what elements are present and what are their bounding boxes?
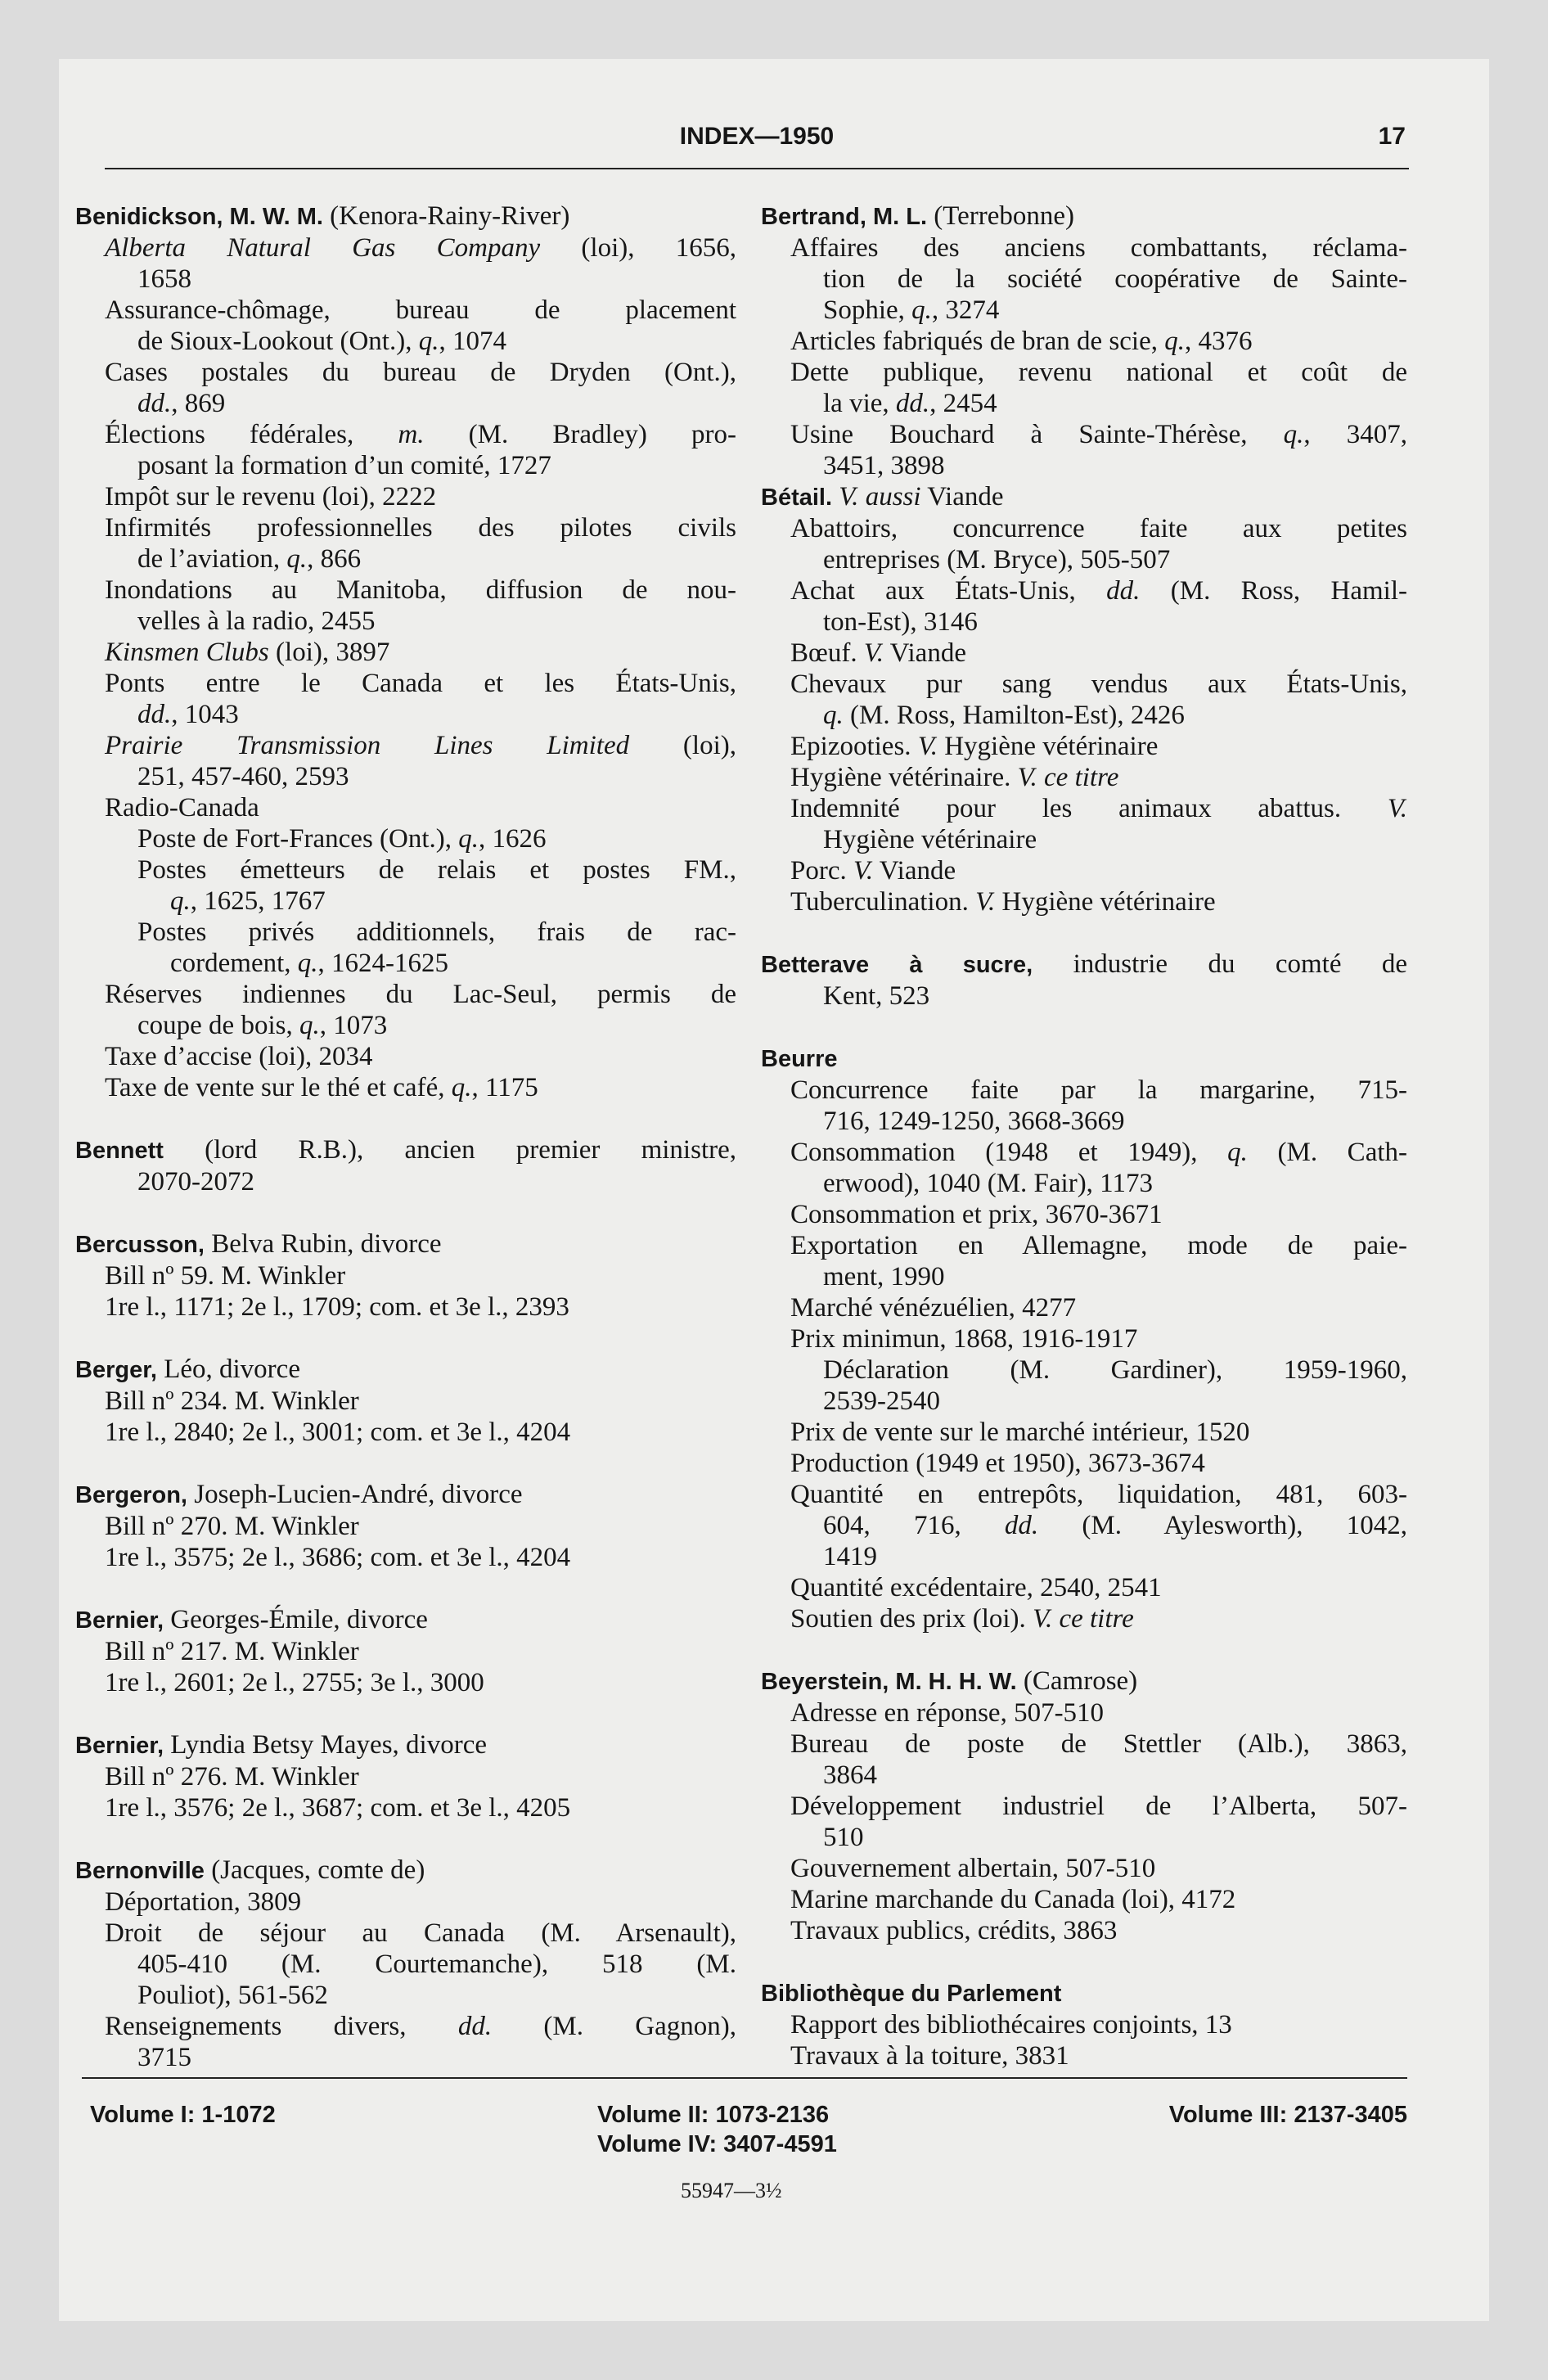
entry-line: Consommation (1948 et 1949), q. (M. Cath- xyxy=(790,1138,1407,1167)
index-entry xyxy=(75,1228,736,1323)
entry-line: Abattoirs, concurrence faite aux petites xyxy=(790,514,1407,543)
entry-heading: Bétail. xyxy=(761,485,833,511)
index-entry xyxy=(761,1977,1407,2071)
entry-heading-detail: (Jacques, comte de) xyxy=(204,1855,425,1885)
entry-line: Déportation, 3809 xyxy=(105,1887,302,1917)
entry-line: ment, 1990 xyxy=(823,1262,945,1291)
entry-line: Postes privés additionnels, frais de rac- xyxy=(137,917,736,947)
entry-line: Exportation en Allemagne, mode de paie- xyxy=(790,1231,1407,1260)
entry-heading-line xyxy=(75,1228,736,1260)
entry-line: posant la formation d’un comité, 1727 xyxy=(137,451,551,480)
entry-heading: Bennett xyxy=(75,1138,164,1164)
entry-line: Articles fabriqués de bran de scie, q., 4376 xyxy=(790,327,1253,356)
entry-heading-detail: Lyndia Betsy Mayes, divorce xyxy=(164,1730,488,1760)
entry-line: 2070-2072 xyxy=(137,1167,254,1197)
entry-line: Adresse en réponse, 507-510 xyxy=(790,1698,1105,1728)
plate-number: 55947—3½ xyxy=(681,2179,782,2202)
entry-line: coupe de bois, q., 1073 xyxy=(137,1011,388,1040)
volume-4: Volume IV: 3407-4591 xyxy=(597,2131,837,2157)
index-entry xyxy=(75,1855,736,2073)
entry-line: Travaux publics, crédits, 3863 xyxy=(790,1916,1118,1945)
entry-line: dd., 869 xyxy=(137,389,226,418)
entry-line: Alberta Natural Gas Company (loi), 1656, xyxy=(105,233,736,263)
entry-line: Assurance-chômage, bureau de placement xyxy=(105,295,736,325)
entry-heading: Bercusson, xyxy=(75,1232,205,1258)
entry-line: 604, 716, dd. (M. Aylesworth), 1042, xyxy=(823,1511,1407,1540)
entry-line: velles à la radio, 2455 xyxy=(137,606,376,636)
entry-line: Radio-Canada xyxy=(105,793,259,823)
index-entry xyxy=(761,1666,1407,1946)
entry-heading: Beurre xyxy=(761,1046,838,1072)
entry-line: Bill nº 59. M. Winkler xyxy=(105,1261,346,1291)
entry-line: Impôt sur le revenu (loi), 2222 xyxy=(105,482,437,512)
entry-line: dd., 1043 xyxy=(137,700,239,729)
entry-heading-detail: Georges-Émile, divorce xyxy=(164,1605,428,1634)
entry-line: Kent, 523 xyxy=(823,981,930,1011)
entry-line: 405-410 (M. Courtemanche), 518 (M. xyxy=(137,1950,736,1979)
page-number: 17 xyxy=(1378,123,1406,150)
entry-line: Consommation et prix, 3670-3671 xyxy=(790,1200,1163,1229)
entry-heading: Bergeron, xyxy=(75,1482,187,1508)
entry-heading-detail: (lord R.B.), ancien premier ministre, xyxy=(163,1135,736,1165)
entry-line: Tuberculination. V. Hygiène vétérinaire xyxy=(790,887,1216,917)
volume-2: Volume II: 1073-2136 xyxy=(597,2102,830,2128)
entry-line: Droit de séjour au Canada (M. Arsenault), xyxy=(105,1918,736,1948)
entry-line: Usine Bouchard à Sainte-Thérèse, q., 3407, xyxy=(790,420,1407,449)
entry-line: 3715 xyxy=(137,2043,191,2072)
entry-line: Quantité excédentaire, 2540, 2541 xyxy=(790,1573,1162,1602)
index-entry xyxy=(75,1134,736,1197)
entry-line: Production (1949 et 1950), 3673-3674 xyxy=(790,1449,1205,1478)
entry-heading-detail: industrie du comté de xyxy=(1033,949,1408,979)
entry-line: de Sioux-Lookout (Ont.), q., 1074 xyxy=(137,327,506,356)
entry-line: Hygiène vétérinaire xyxy=(823,825,1037,854)
entry-line: Cases postales du bureau de Dryden (Ont.), xyxy=(105,358,736,387)
entry-line: Pouliot), 561-562 xyxy=(137,1981,328,2010)
entry-line: Epizooties. V. Hygiène vétérinaire xyxy=(790,732,1159,761)
entry-heading-detail: (Kenora-Rainy-River) xyxy=(322,201,570,231)
entry-line: 251, 457-460, 2593 xyxy=(137,762,349,791)
entry-heading: Benidickson, M. W. M. xyxy=(75,204,323,230)
entry-line: Prix minimun, 1868, 1916-1917 xyxy=(790,1324,1138,1354)
index-entry xyxy=(761,949,1407,1012)
entry-line: q., 1625, 1767 xyxy=(170,886,326,916)
entry-heading: Bertrand, M. L. xyxy=(761,204,928,230)
entry-line: 1re l., 3575; 2e l., 3686; com. et 3e l., 4204 xyxy=(105,1543,571,1572)
entry-line: Marine marchande du Canada (loi), 4172 xyxy=(790,1885,1236,1914)
right-column xyxy=(761,201,1407,2103)
entry-line: Gouvernement albertain, 507-510 xyxy=(790,1854,1156,1883)
entry-line: Hygiène vétérinaire. V. ce titre xyxy=(790,763,1119,792)
entry-line: Renseignements divers, dd. (M. Gagnon), xyxy=(105,2012,736,2041)
footer-rule xyxy=(82,2077,1407,2079)
page-title: INDEX—1950 xyxy=(679,123,835,150)
entry-heading-detail: Joseph-Lucien-André, divorce xyxy=(187,1480,523,1509)
entry-heading: Berger, xyxy=(75,1357,157,1383)
entry-line: Rapport des bibliothécaires conjoints, 13 xyxy=(790,2010,1232,2040)
entry-line: Dette publique, revenu national et coût de xyxy=(790,358,1407,387)
entry-heading-detail: (Terrebonne) xyxy=(927,201,1075,231)
page-header xyxy=(105,123,1409,164)
entry-line: 510 xyxy=(823,1823,864,1852)
entry-line: Bill nº 276. M. Winkler xyxy=(105,1762,359,1792)
entry-line: Achat aux États-Unis, dd. (M. Ross, Hamil- xyxy=(790,576,1407,606)
volume-1: Volume I: 1-1072 xyxy=(90,2102,276,2128)
entry-line: Quantité en entrepôts, liquidation, 481, 603- xyxy=(790,1480,1407,1509)
entry-heading-line xyxy=(761,1977,1407,2009)
entry-line: Chevaux pur sang vendus aux États-Unis, xyxy=(790,669,1407,699)
entry-heading: Bibliothèque du Parlement xyxy=(761,1981,1062,2007)
entry-line: Sophie, q., 3274 xyxy=(823,295,1000,325)
entry-line: Infirmités professionnelles des pilotes civils xyxy=(105,513,736,543)
entry-heading-line xyxy=(75,1604,736,1636)
entry-line: Taxe de vente sur le thé et café, q., 1175 xyxy=(105,1073,538,1102)
entry-line: Indemnité pour les animaux abattus. V. xyxy=(790,794,1407,823)
entry-line: 1419 xyxy=(823,1542,877,1571)
entry-heading-line xyxy=(761,1043,1407,1075)
entry-line: Poste de Fort-Frances (Ont.), q., 1626 xyxy=(137,824,547,854)
index-entry xyxy=(761,201,1407,481)
index-entry xyxy=(75,1479,736,1573)
entry-heading-detail: V. aussi Viande xyxy=(839,482,1004,512)
entry-line: Bœuf. V. Viande xyxy=(790,638,966,668)
index-entry xyxy=(761,481,1407,917)
entry-heading-line xyxy=(75,1354,736,1386)
entry-line: 3864 xyxy=(823,1760,877,1790)
entry-line: Inondations au Manitoba, diffusion de nou- xyxy=(105,575,736,605)
entry-line: Concurrence faite par la margarine, 715- xyxy=(790,1075,1407,1105)
index-entry xyxy=(75,1604,736,1698)
entry-heading: Bernier, xyxy=(75,1607,164,1634)
entry-line: tion de la société coopérative de Sainte- xyxy=(823,264,1407,294)
entry-heading: Bernonville xyxy=(75,1858,205,1884)
entry-line: Déclaration (M. Gardiner), 1959-1960, xyxy=(823,1355,1407,1385)
entry-heading-detail: (Camrose) xyxy=(1016,1666,1138,1696)
entry-heading-line xyxy=(75,1855,736,1886)
entry-heading: Betterave à sucre, xyxy=(761,952,1033,978)
entry-line: Porc. V. Viande xyxy=(790,856,956,886)
entry-line: 1re l., 2840; 2e l., 3001; com. et 3e l., 4204 xyxy=(105,1418,571,1447)
entry-heading-detail: Belva Rubin, divorce xyxy=(204,1229,442,1259)
entry-line: 1re l., 1171; 2e l., 1709; com. et 3e l., 2393 xyxy=(105,1292,569,1322)
index-entry xyxy=(75,201,736,1103)
index-entry xyxy=(761,1043,1407,1634)
entry-heading-line xyxy=(761,201,1407,232)
left-column xyxy=(75,201,736,2104)
entry-line: Taxe d’accise (loi), 2034 xyxy=(105,1042,373,1071)
entry-line: Marché vénézuélien, 4277 xyxy=(790,1293,1077,1323)
entry-line: erwood), 1040 (M. Fair), 1173 xyxy=(823,1169,1153,1198)
volume-3: Volume III: 2137-3405 xyxy=(1168,2102,1407,2128)
entry-heading-line xyxy=(75,1479,736,1511)
entry-line: Élections fédérales, m. (M. Bradley) pro- xyxy=(105,420,736,449)
entry-heading-line xyxy=(75,1134,736,1166)
entry-line: Bill nº 270. M. Winkler xyxy=(105,1512,359,1541)
entry-line: Postes émetteurs de relais et postes FM., xyxy=(137,855,736,885)
entry-line: entreprises (M. Bryce), 505-507 xyxy=(823,545,1171,575)
header-rule xyxy=(105,168,1409,169)
entry-line: 3451, 3898 xyxy=(823,451,945,480)
entry-line: la vie, dd., 2454 xyxy=(823,389,997,418)
entry-heading: Bernier, xyxy=(75,1733,164,1759)
entry-line: Affaires des anciens combattants, réclama- xyxy=(790,233,1407,263)
entry-line: Bill nº 217. M. Winkler xyxy=(105,1637,359,1666)
entry-heading-line xyxy=(75,1729,736,1761)
entry-line: Kinsmen Clubs (loi), 3897 xyxy=(105,638,390,667)
entry-line: 1re l., 2601; 2e l., 2755; 3e l., 3000 xyxy=(105,1668,484,1697)
entry-line: Ponts entre le Canada et les États-Unis, xyxy=(105,669,736,698)
entry-line: Bureau de poste de Stettler (Alb.), 3863, xyxy=(790,1729,1407,1759)
entry-line: Soutien des prix (loi). V. ce titre xyxy=(790,1604,1134,1634)
entry-heading-line xyxy=(761,481,1407,513)
entry-line: Bill nº 234. M. Winkler xyxy=(105,1386,359,1416)
entry-heading-line xyxy=(761,949,1407,980)
entry-line: ton-Est), 3146 xyxy=(823,607,978,637)
entry-line: Prix de vente sur le marché intérieur, 1520 xyxy=(790,1418,1250,1447)
entry-line: 2539-2540 xyxy=(823,1386,940,1416)
entry-line: Prairie Transmission Lines Limited (loi), xyxy=(105,731,736,760)
entry-line: 1658 xyxy=(137,264,191,294)
entry-line: 1re l., 3576; 2e l., 3687; com. et 3e l., 4205 xyxy=(105,1793,571,1823)
entry-line: de l’aviation, q., 866 xyxy=(137,544,362,574)
entry-line: q. (M. Ross, Hamilton-Est), 2426 xyxy=(823,701,1185,730)
entry-line: cordement, q., 1624-1625 xyxy=(170,949,449,978)
entry-heading: Beyerstein, M. H. H. W. xyxy=(761,1669,1017,1695)
entry-heading-detail: Léo, divorce xyxy=(156,1355,300,1384)
entry-line: Travaux à la toiture, 3831 xyxy=(790,2041,1069,2071)
entry-heading-line xyxy=(761,1666,1407,1697)
entry-line: Réserves indiennes du Lac-Seul, permis de xyxy=(105,980,736,1009)
index-entry xyxy=(75,1729,736,1823)
index-entry xyxy=(75,1354,736,1448)
entry-line: Développement industriel de l’Alberta, 507- xyxy=(790,1792,1407,1821)
entry-heading-line xyxy=(75,201,736,232)
entry-line: 716, 1249-1250, 3668-3669 xyxy=(823,1107,1125,1136)
